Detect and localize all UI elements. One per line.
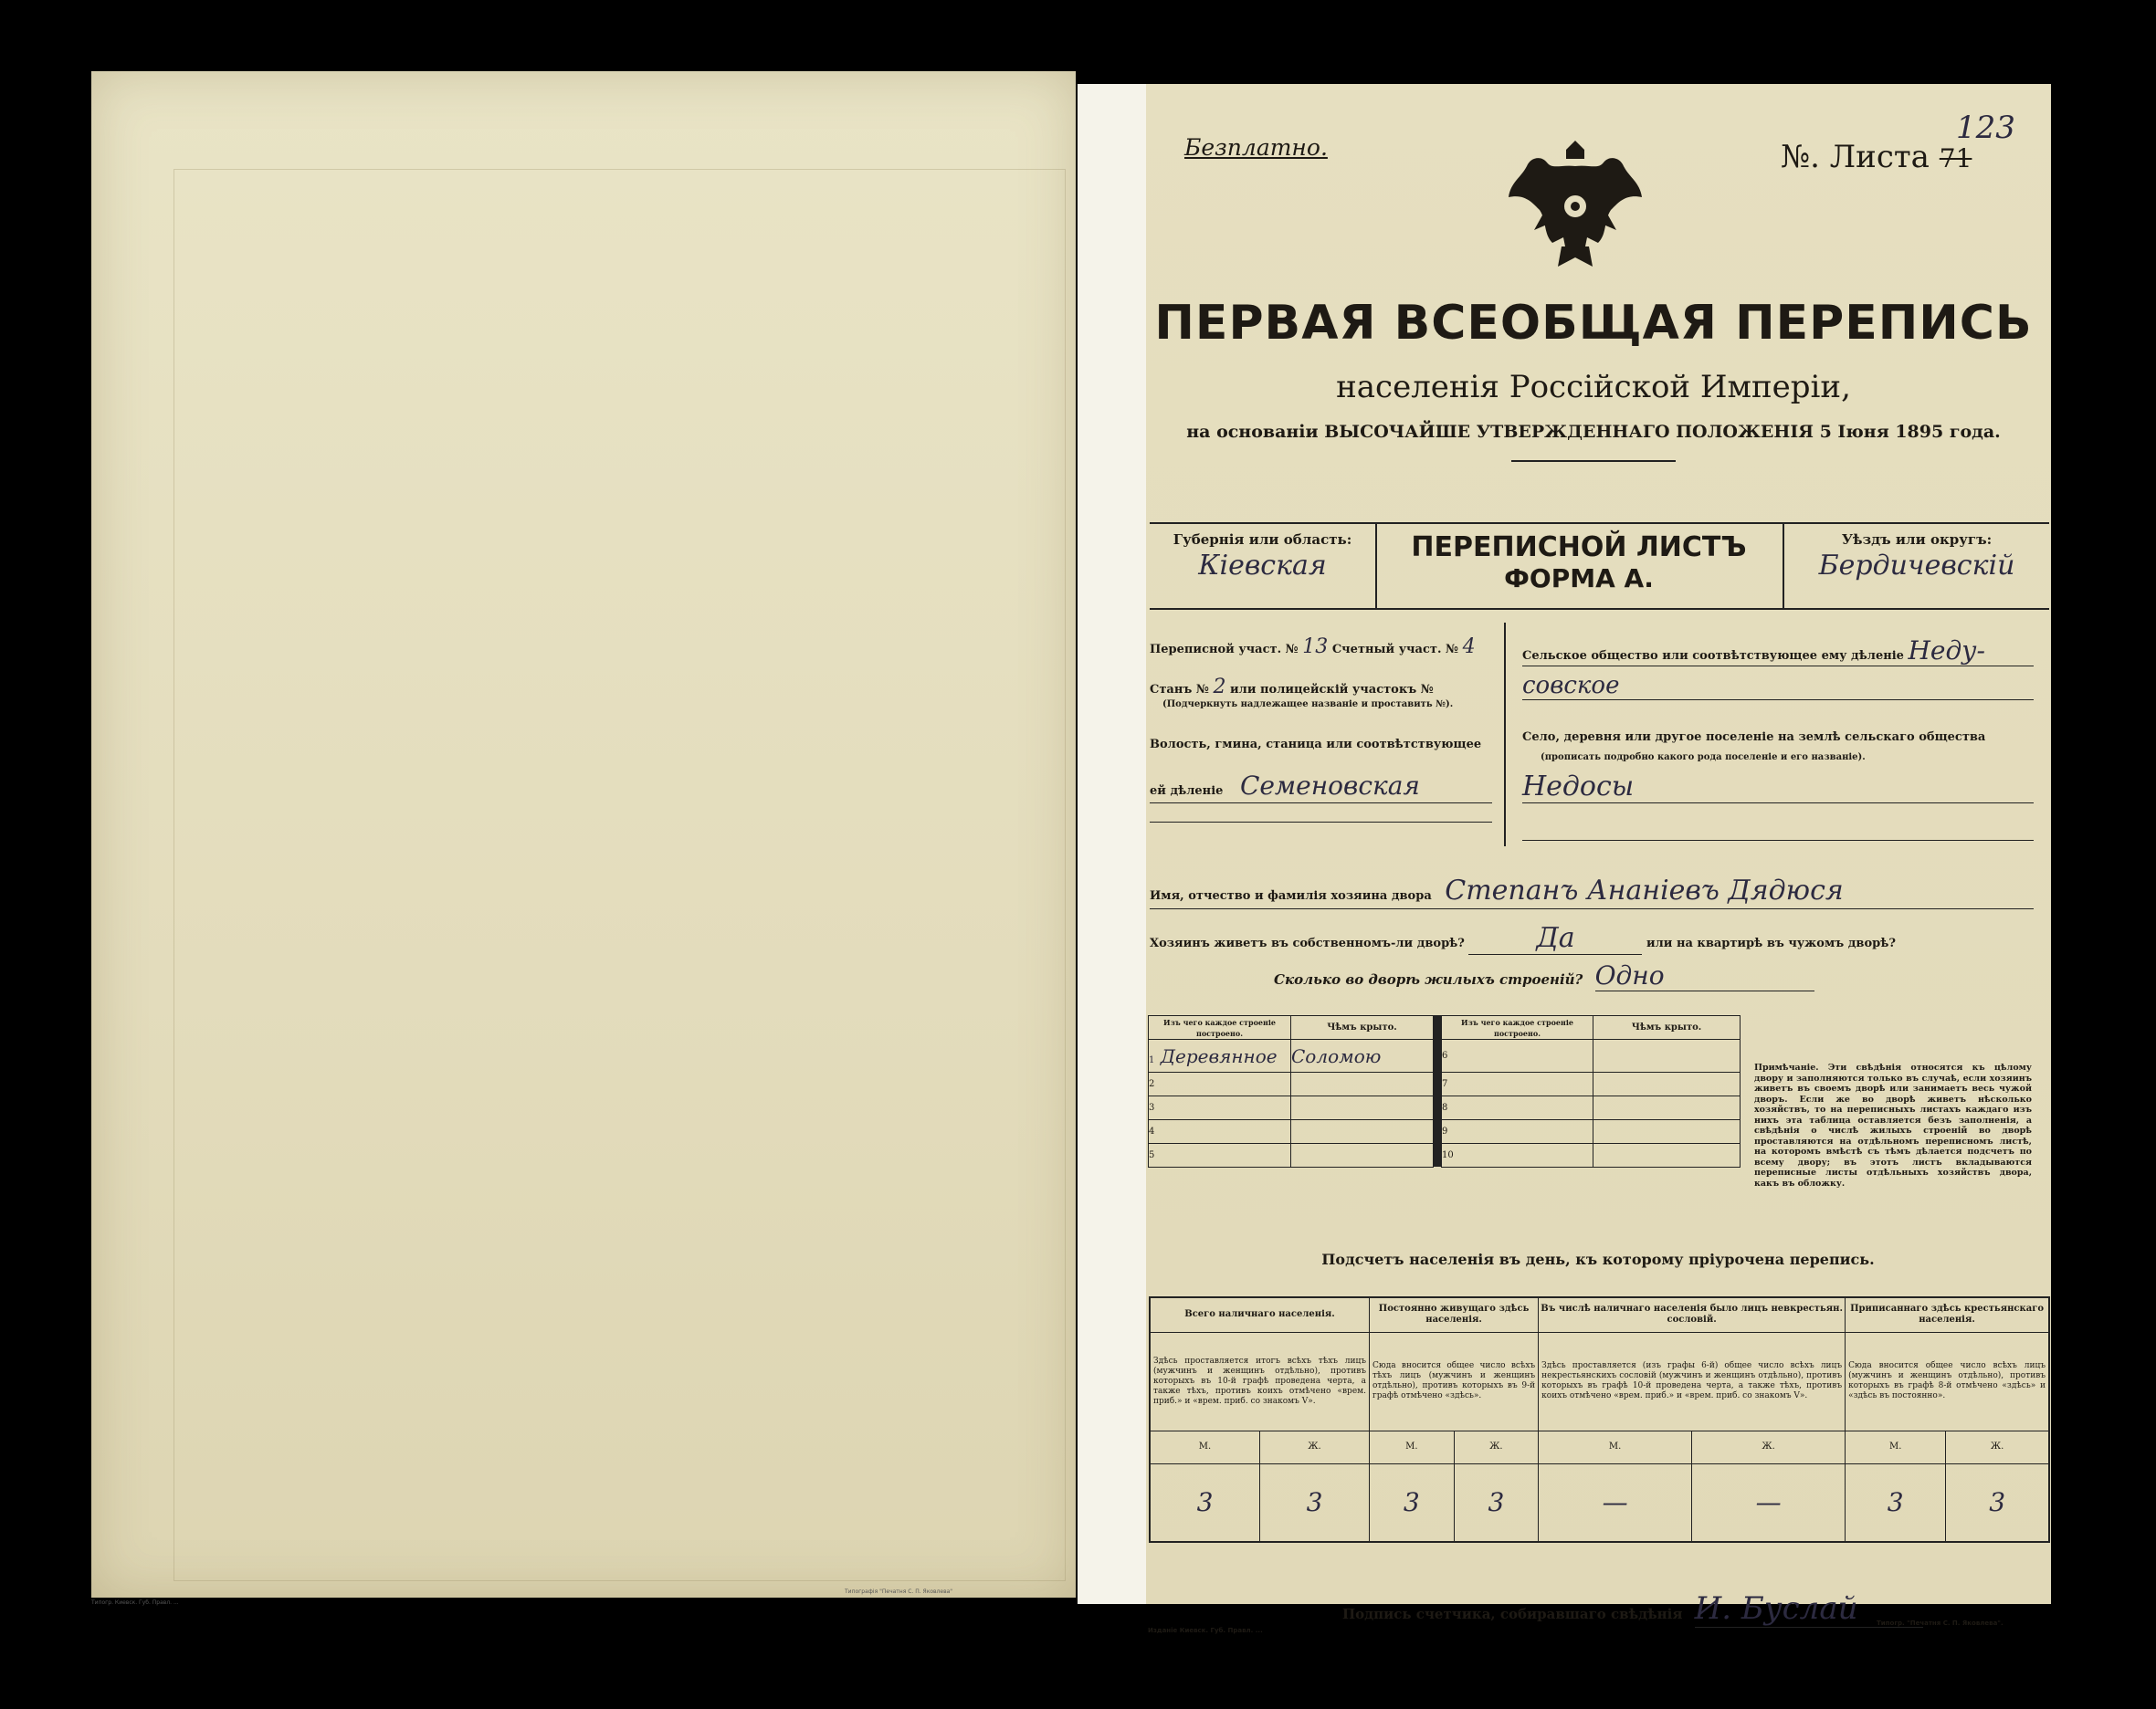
building-row: 9 <box>1442 1120 1741 1144</box>
buildings-col-material-2: Изъ чего каждое строеніе построено. <box>1442 1016 1593 1040</box>
village-value: Недосы <box>1522 771 2034 803</box>
building-row: 7 <box>1442 1073 1741 1096</box>
society-row: Сельское общество или соотвѣтствующее ему дѣленіе Неду- <box>1522 635 2034 666</box>
sheet-number-struck: 71 <box>1939 143 1972 173</box>
left-footer-right: Типографія "Печатня С. П. Яковлева" <box>845 1588 953 1595</box>
summary-desc-2: Сюда вносится общее число всѣхъ тѣхъ лицъ (мужчинъ и женщинъ отдѣльно), противъ которыхъ въ 9-й графѣ отмѣчено «здѣсь». <box>1370 1332 1539 1431</box>
left-footer-left: Типогр. Киевск. Губ. Правл. ... <box>91 1599 179 1606</box>
district-box <box>1783 522 2049 610</box>
buildings-note: Примѣчаніе. Эти свѣдѣнія относятся къ цѣлому двору и заполняются только въ случаѣ, если хозяинъ живетъ въ своемъ дворѣ или занимаетъ весь чужой дворъ. Если же во дворѣ живетъ нѣсколько хозяйствъ, то на переписныхъ листахъ каждаго изъ нихъ эта таблица оставляется безъ заполненія, а свѣдѣнія о числѣ жилыхъ строеній во дворѣ проставляются на отдѣльномъ переписномъ листѣ, на которомъ вмѣстѣ съ тѣмъ дѣлается подсчетъ по всему двору; въ этотъ листъ вкладываются переписные листы отдѣльныхъ хозяйствъ двора, какъ въ обложку. <box>1754 1063 2032 1189</box>
summary-head-4: Приписаннаго здѣсь крестьянскаго населенія. <box>1846 1297 2049 1332</box>
buildings-col-roof-2: Чѣмъ крыто. <box>1593 1016 1741 1040</box>
summary-sex-header-row: М. Ж. М. Ж. М. Ж. М. Ж. <box>1150 1431 2049 1463</box>
district-label: Уѣздъ или округъ: <box>1841 531 1993 548</box>
summary-value: 3 <box>1454 1463 1539 1542</box>
building-row: 8 <box>1442 1096 1741 1120</box>
left-page-border <box>174 169 1066 1581</box>
building-row: 4 <box>1149 1120 1434 1144</box>
page-gutter-strip <box>1078 84 1146 1604</box>
form-title-box <box>1375 522 1783 610</box>
summary-value: 3 <box>1370 1463 1455 1542</box>
signature-value: И. Буслай <box>1695 1590 1923 1628</box>
province-box <box>1150 522 1377 610</box>
volost-label: Волость, гмина, станица или соотвѣтствующее <box>1150 738 1482 751</box>
building-row: 6 <box>1442 1040 1741 1073</box>
census-district-row: Переписной участ. № 13 Счетный участ. № 4 <box>1150 635 1476 658</box>
fields-divider <box>1504 623 1506 846</box>
sheet-number-handwritten: 123 <box>1956 110 2015 146</box>
building-row: 1 Деревянное Соломою <box>1149 1040 1434 1073</box>
summary-head-3: Въ числѣ наличнаго населенія было лицъ невкрестьян. сословій. <box>1539 1297 1846 1332</box>
volost-value: Семеновская <box>1239 771 1420 801</box>
subtitle: населенія Россійской Имперіи, <box>1336 369 1851 405</box>
ornament-divider <box>1511 460 1676 462</box>
footer-right: Типогр. "Печатня С. П. Яковлева". <box>1877 1620 2004 1627</box>
summary-title: Подсчетъ населенія въ день, къ которому пріурочена перепись. <box>1321 1251 1875 1268</box>
stan-value: 2 <box>1213 676 1226 698</box>
stan-row: Станъ № 2 или полицейскій участокъ № <box>1150 676 1434 698</box>
building-row: 5 <box>1149 1144 1434 1168</box>
summary-head-2: Постоянно живущаго здѣсь населенія. <box>1370 1297 1539 1332</box>
census-district-value: 13 <box>1302 635 1329 658</box>
summary-values-row <box>1150 1463 2049 1542</box>
summary-value: 3 <box>1846 1463 1946 1542</box>
form-type: ФОРМА А. <box>1504 563 1654 593</box>
buildings-row: Сколько во дворѣ жилыхъ строеній? Одно <box>1274 960 1814 991</box>
buildings-value: Одно <box>1595 960 1814 991</box>
summary-table <box>1149 1296 2050 1543</box>
village-label: Село, деревня или другое поселеніе на землѣ сельскаго общества <box>1522 730 1986 744</box>
own-yard-value: Да <box>1468 922 1642 955</box>
summary-head-1: Всего наличнаго населенія. <box>1150 1297 1370 1332</box>
buildings-col-material: Изъ чего каждое строеніе построено. <box>1149 1016 1291 1040</box>
summary-desc-3: Здѣсь проставляется (изъ графы 6-й) общее число всѣхъ лицъ некрестьянскихъ сословій (мужчинъ и женщинъ отдѣльно), противъ которыхъ въ графѣ 10-й проведена черта, а также тѣхъ, противъ коихъ отмѣчено «врем. приб.» и «врем. приб. со знакомъ V». <box>1539 1332 1846 1431</box>
province-label: Губернія или область: <box>1173 531 1352 548</box>
free-label: Безплатно. <box>1184 134 1328 161</box>
province-value: Кіевская <box>1198 550 1327 582</box>
buildings-col-roof: Чѣмъ крыто. <box>1291 1016 1434 1040</box>
village-extra-line <box>1522 840 2034 841</box>
summary-value: 3 <box>1150 1463 1260 1542</box>
footer-left: Изданіе Киевск. Губ. Правл. ... <box>1148 1627 1263 1634</box>
own-yard-row: Хозяинъ живетъ въ собственномъ-ли дворѣ? Да или на квартирѣ въ чужомъ дворѣ? <box>1150 922 1896 954</box>
summary-value: — <box>1692 1463 1846 1542</box>
building-row: 2 <box>1149 1073 1434 1096</box>
society-value-2: совское <box>1522 672 2034 700</box>
stan-note: (Подчеркнуть надлежащее названіе и проставить №). <box>1162 699 1454 709</box>
volost-extra-line <box>1150 822 1492 823</box>
volost-row: ей дѣленіе Семеновская <box>1150 771 1492 803</box>
buildings-table <box>1148 1015 1741 1168</box>
signature-row: Подпись счетчика, собиравшаго свѣдѣнія И. Буслай <box>1342 1590 1923 1628</box>
table-separator <box>1434 1015 1441 1167</box>
form-sheet-title: ПЕРЕПИСНОЙ ЛИСТЪ <box>1411 531 1747 563</box>
summary-value: 3 <box>1260 1463 1370 1542</box>
double-headed-eagle-emblem <box>1507 130 1644 271</box>
summary-desc-4: Сюда вносится общее число всѣхъ лицъ (мужчинъ и женщинъ отдѣльно), противъ которыхъ въ графѣ 8-й отмѣчено «здѣсь» и «здѣсь въ постоянно». <box>1846 1332 2049 1431</box>
main-title: ПЕРВАЯ ВСЕОБЩАЯ ПЕРЕПИСЬ <box>1154 296 2033 351</box>
summary-value: — <box>1539 1463 1692 1542</box>
building-row: 3 <box>1149 1096 1434 1120</box>
village-note: (прописать подробно какого рода поселеніе и его названіе). <box>1541 752 1866 762</box>
sheet-number-label: №. Листа 71 <box>1781 139 1972 175</box>
district-value: Бердичевскій <box>1818 550 2015 582</box>
summary-desc-1: Здѣсь проставляется итогъ всѣхъ тѣхъ лицъ (мужчинъ и женщинъ отдѣльно), противъ которыхъ въ 10-й графѣ проведена черта, а также тѣхъ, противъ коихъ отмѣчено «врем. приб.» и «врем. приб. со знакомъ V». <box>1150 1332 1370 1431</box>
census-form <box>1146 84 2050 1634</box>
owner-name-value: Степанъ Ананіевъ Дядюся <box>1445 875 1844 907</box>
counting-district-value: 4 <box>1462 635 1476 658</box>
owner-name-row: Имя, отчество и фамилія хозяина двора Степанъ Ананіевъ Дядюся <box>1150 875 2034 909</box>
society-value-1: Неду- <box>1908 635 1985 666</box>
building-row: 10 <box>1442 1144 1741 1168</box>
legal-basis: на основаніи ВЫСОЧАЙШЕ УТВЕРЖДЕННАГО ПОЛОЖЕНІЯ 5 Іюня 1895 года. <box>1186 422 2001 442</box>
summary-value: 3 <box>1946 1463 2049 1542</box>
